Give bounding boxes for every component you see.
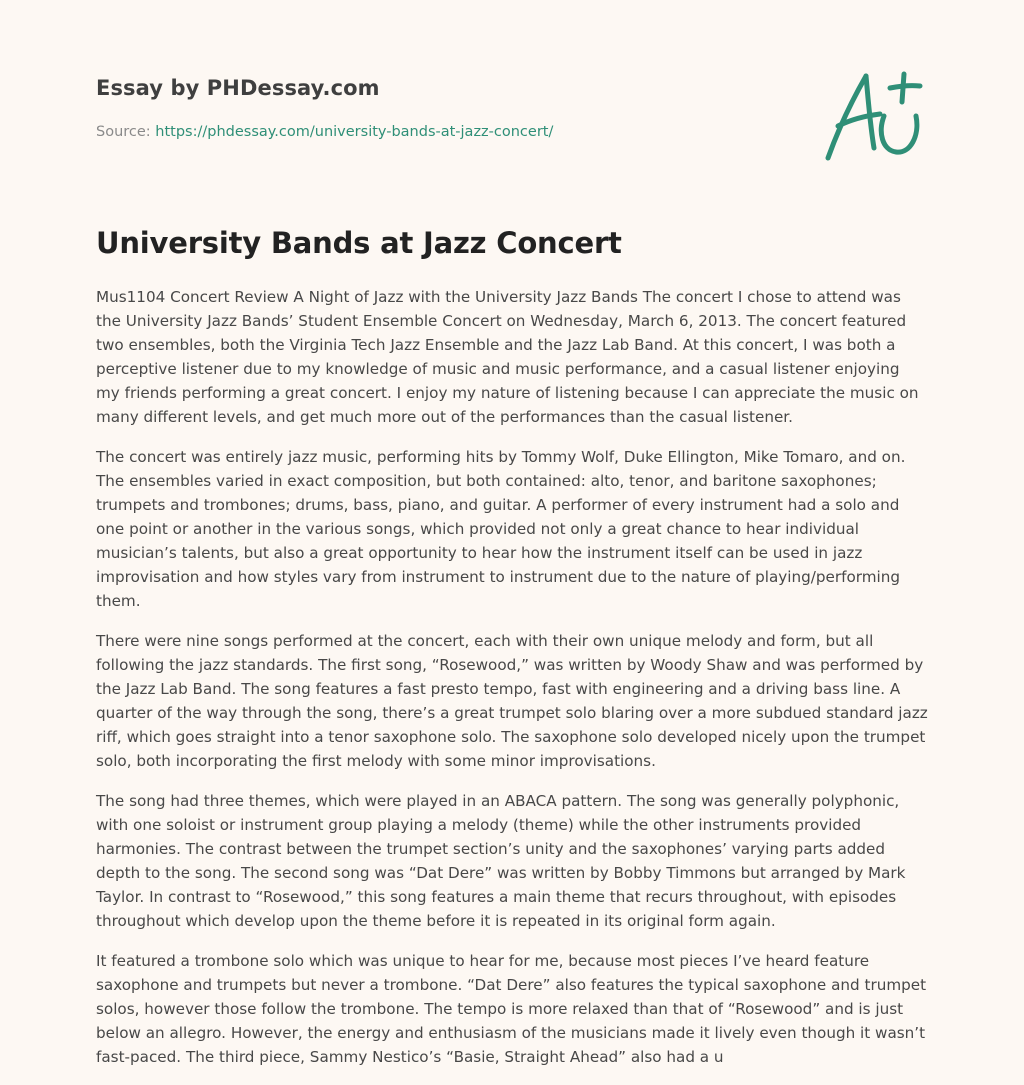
article-paragraph: There were nine songs performed at the concert, each with their own unique melody and form, but all following the jazz standards. The first song, “Rosewood,” was written by Woody Shaw and was performed by the Jazz Lab Band. The song features a fast presto tempo, fast with engineering and a driving bass line. A quarter of the way through the song, there’s a great trumpet solo blaring over a more subdued standard jazz riff, which goes straight into a tenor saxophone solo. The saxophone solo developed nicely upon the trumpet solo, both incorporating the first melody with some minor improvisations. [96,632,928,770]
brand-title: Essay by PHDessay.com [96,76,380,100]
article-title: University Bands at Jazz Concert [96,226,622,260]
article-paragraph: It featured a trombone solo which was unique to hear for me, because most pieces I’ve heard feature saxophone and trumpets but never a trombone. “Dat Dere” also features the typical saxophone and trumpet solos, however those follow the trombone. The tempo is more relaxed than that of “Rosewood” and is just below an allegro. However, the energy and enthusiasm of the musicians made it lively even though it wasn’t fast-paced. The third piece, Sammy Nestico’s “Basie, Straight Ahead” also had a u [96,952,927,1066]
source-line [96,124,553,140]
source-link[interactable]: https://phdessay.com/university-bands-at-jazz-concert/ [155,124,554,140]
article-body [96,285,928,1085]
article-paragraph: The song had three themes, which were played in an ABACA pattern. The song was generally polyphonic, with one soloist or instrument group playing a melody (theme) while the other instruments provided harmonies. The contrast between the trumpet section’s unity and the saxophones’ varying parts added depth to the song. The second song was “Dat Dere” was written by Bobby Timmons but arranged by Mark Taylor. In contrast to “Rosewood,” this song features a main theme that recurs throughout, with episodes throughout which develop upon the theme before it is repeated in its original form again. [96,792,906,930]
source-label: Source: [96,124,151,140]
a-plus-logo-icon [822,68,926,166]
article-paragraph: Mus1104 Concert Review A Night of Jazz with the University Jazz Bands The concert I chose to attend was the University Jazz Bands’ Student Ensemble Concert on Wednesday, March 6, 2013. The concert featured two ensembles, both the Virginia Tech Jazz Ensemble and the Jazz Lab Band. At this concert, I was both a perceptive listener due to my knowledge of music and music performance, and a casual listener enjoying my friends performing a great concert. I enjoy my nature of listening because I can appreciate the music on many different levels, and get much more out of the performances than the casual listener. [96,288,919,426]
article-paragraph: The concert was entirely jazz music, performing hits by Tommy Wolf, Duke Ellington, Mike Tomaro, and on. The ensembles varied in exact composition, but both contained: alto, tenor, and baritone saxophones; trumpets and trombones; drums, bass, piano, and guitar. A performer of every instrument had a solo and one point or another in the various songs, which provided not only a great chance to hear individual musician’s talents, but also a great opportunity to hear how the instrument itself can be used in jazz improvisation and how styles vary from instrument to instrument due to the nature of playing/performing them. [96,448,906,610]
